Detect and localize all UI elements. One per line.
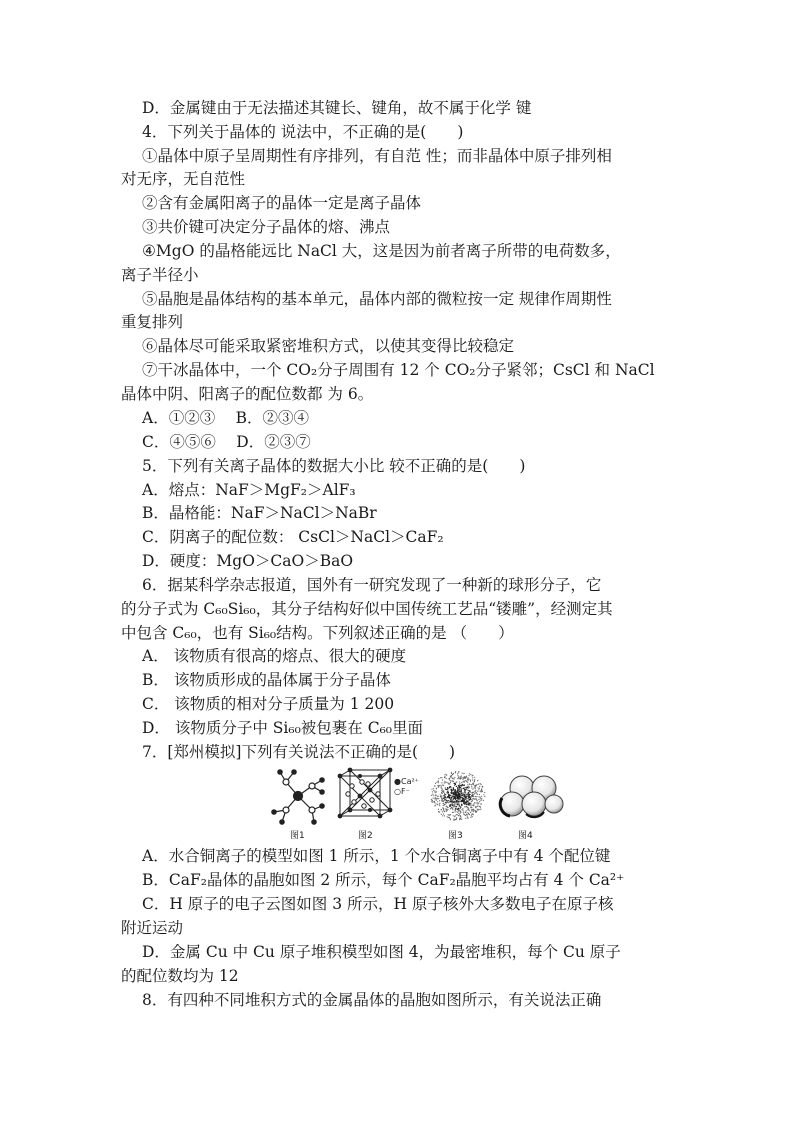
statement-7: ⑦干冰晶体中，一个 CO₂分子周围有 12 个 CO₂分子紧邻；CsCl 和 NaCl: [142, 361, 655, 379]
question-6-cont1: 的分子式为 C₆₀Si₆₀，其分子结构好似中国传统工艺品“镂雕”，经测定其: [121, 600, 613, 618]
q7-option-c-cont: 附近运动: [121, 919, 184, 937]
figure-2-caption: 图2: [358, 831, 373, 841]
statement-1: ①晶体中原子呈周期性有序排列，有自范 性；而非晶体中原子排列相: [142, 147, 612, 165]
figure-4-close-packing: [500, 776, 563, 817]
figure-2-legend-ca: ●Ca²⁺: [394, 777, 419, 786]
figure-3-electron-cloud: [431, 771, 486, 821]
q7-option-d: D．金属 Cu 中 Cu 原子堆积模型如图 4，为最密堆积，每个 Cu 原子: [142, 943, 621, 961]
option-4d-prev: D．金属键由于无法描述其键长、键角，故不属于化学 键: [142, 99, 532, 117]
q7-option-d-cont: 的配位数均为 12: [121, 967, 239, 985]
q7-option-b: B．CaF₂晶体的晶胞如图 2 所示，每个 CaF₂晶胞平均占有 4 个 Ca²⁺: [142, 871, 625, 889]
question-7: 7．[郑州模拟]下列有关说法不正确的是( ): [142, 743, 456, 761]
figure-1-caption: 图1: [290, 831, 305, 841]
q6-option-d: D． 该物质分子中 Si₆₀被包裹在 C₆₀里面: [142, 719, 423, 737]
statement-6: ⑥晶体尽可能采取紧密堆积方式，以使其变得比较稳定: [142, 337, 515, 355]
figure-4-caption: 图4: [518, 831, 533, 841]
statement-4-cont: 离子半径小: [121, 266, 199, 284]
statement-4: ④MgO 的晶格能远比 NaCl 大，这是因为前者离子所带的电荷数多，: [142, 242, 621, 260]
q6-option-a: A． 该物质有很高的熔点、很大的硬度: [142, 647, 407, 665]
statement-1-cont: 对无序，无自范性: [121, 170, 246, 188]
q7-option-c: C．H 原子的电子云图如图 3 所示，H 原子核外大多数电子在原子核: [142, 895, 614, 913]
statement-2: ②含有金属阳离子的晶体一定是离子晶体: [142, 194, 422, 212]
question-6-cont2: 中包含 C₆₀，也有 Si₆₀结构。下列叙述正确的是 （ ）: [121, 624, 514, 642]
q4-options-cd: C．④⑤⑥ D．②③⑦: [142, 433, 311, 451]
q7-figures-graphic: [264, 766, 564, 828]
question-6: 6．据某科学杂志报道，国外有一研究发现了一种新的球形分子，它: [142, 576, 602, 594]
q5-option-c: C．阴离子的配位数： CsCl＞NaCl＞CaF₂: [142, 528, 444, 546]
figure-3-caption: 图3: [448, 831, 463, 841]
q6-option-c: C． 该物质的相对分子质量为 1 200: [142, 695, 395, 713]
q6-option-b: B． 该物质形成的晶体属于分子晶体: [142, 671, 391, 689]
question-4: 4．下列关于晶体的 说法中，不正确的是( ): [142, 123, 464, 141]
statement-5-cont: 重复排列: [121, 313, 184, 331]
figure-1-hydrated-copper-model: [272, 770, 324, 824]
q5-option-a: A．熔点：NaF＞MgF₂＞AlF₃: [142, 481, 356, 499]
question-5: 5．下列有关离子晶体的数据大小比 较不正确的是( ): [142, 457, 526, 475]
q5-option-d: D．硬度：MgO＞CaO＞BaO: [142, 552, 354, 570]
figure-2-legend-f: ○F⁻: [394, 787, 410, 796]
statement-7-cont: 晶体中阴、阳离子的配位数都 为 6。: [121, 385, 374, 403]
question-8: 8．有四种不同堆积方式的金属晶体的晶胞如图所示，有关说法正确: [142, 991, 602, 1009]
statement-3: ③共价键可决定分子晶体的熔、沸点: [142, 218, 391, 236]
q5-option-b: B．晶格能：NaF＞NaCl＞NaBr: [142, 504, 377, 522]
q7-option-a: A．水合铜离子的模型如图 1 所示，1 个水合铜离子中有 4 个配位键: [142, 847, 611, 865]
q7-figures: [264, 766, 564, 842]
q4-options-ab: A．①②③ B．②③④: [142, 409, 310, 427]
statement-5: ⑤晶胞是晶体结构的基本单元，晶体内部的微粒按一定 规律作周期性: [142, 290, 612, 308]
figure-2-caf2-unit-cell: [338, 768, 393, 819]
